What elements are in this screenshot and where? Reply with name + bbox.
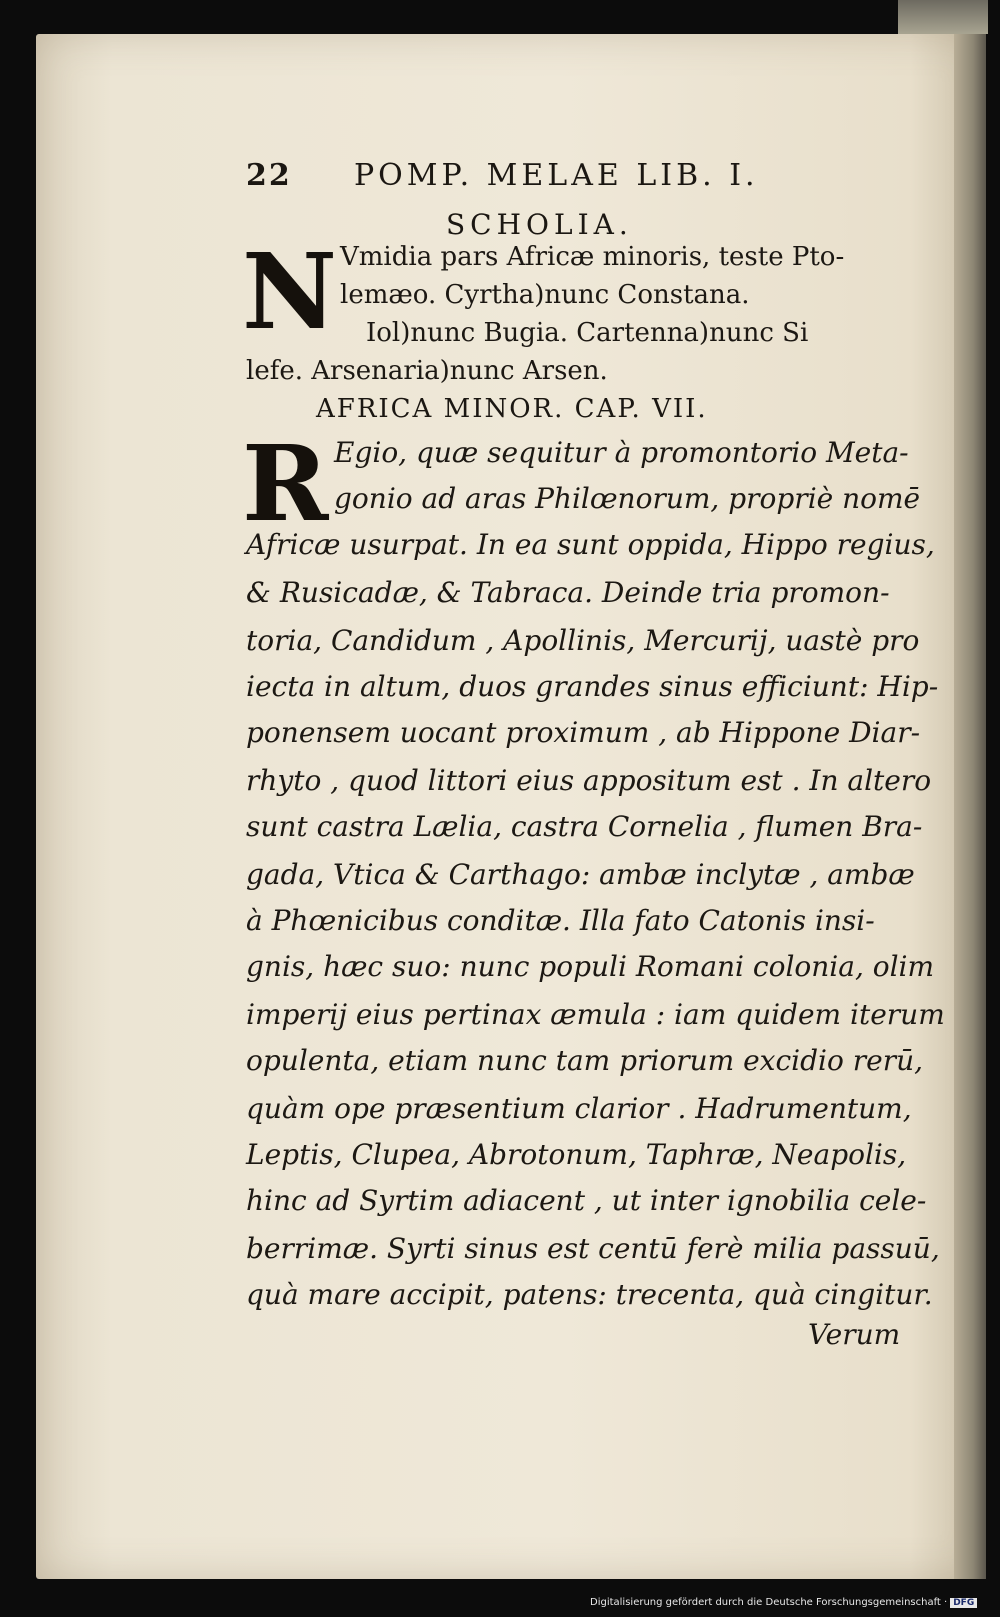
footer-text: Digitalisierung gefördert durch die Deutsche Forschungsgemeinschaft · bbox=[590, 1597, 948, 1608]
chapter-line: toria, Candidum , Apollinis, Mercurij, uastè pro bbox=[246, 624, 920, 657]
scholia-drop-cap: N bbox=[242, 230, 338, 353]
chapter-line: & Rusicadæ, & Tabraca. Deinde tria promon- bbox=[246, 576, 890, 609]
digitization-footer bbox=[590, 1597, 995, 1615]
catchword: Verum bbox=[808, 1318, 901, 1351]
chapter-line: gonio ad aras Philœnorum, propriè nomē bbox=[334, 482, 921, 515]
chapter-line: berrimæ. Syrti sinus est centū ferè milia passuū, bbox=[246, 1232, 940, 1265]
scholia-line: Iol)nunc Bugia. Cartenna)nunc Si bbox=[366, 318, 809, 348]
page-number: 22 bbox=[246, 158, 292, 193]
chapter-line: Egio, quæ sequitur à promontorio Meta- bbox=[334, 436, 909, 469]
chapter-line: hinc ad Syrtim adiacent , ut inter ignobilia cele- bbox=[246, 1184, 927, 1217]
dfg-logo-icon: DFG bbox=[950, 1598, 977, 1608]
chapter-line: iecta in altum, duos grandes sinus efficiunt: Hip- bbox=[246, 670, 939, 703]
chapter-line: gada, Vtica & Carthago: ambæ inclytæ , ambæ bbox=[246, 858, 915, 891]
chapter-line: ponensem uocant proximum , ab Hippone Diar- bbox=[246, 716, 921, 749]
chapter-line: gnis, hæc suo: nunc populi Romani colonia, olim bbox=[246, 950, 935, 983]
chapter-heading: AFRICA MINOR. CAP. VII. bbox=[316, 394, 708, 424]
chapter-line: imperij eius pertinax æmula : iam quidem iterum bbox=[246, 998, 945, 1031]
chapter-drop-cap: R bbox=[242, 422, 329, 545]
chapter-line: quàm ope præsentium clarior . Hadrumentum, bbox=[246, 1092, 912, 1125]
chapter-line: quà mare accipit, patens: trecenta, quà cingitur. bbox=[246, 1278, 933, 1311]
book-edge-tab bbox=[898, 0, 988, 34]
scholia-title: SCHOLIA. bbox=[446, 208, 633, 241]
chapter-line: Africæ usurpat. In ea sunt oppida, Hippo regius, bbox=[246, 528, 935, 561]
chapter-line: Leptis, Clupea, Abrotonum, Taphræ, Neapolis, bbox=[246, 1138, 907, 1171]
chapter-line: sunt castra Lælia, castra Cornelia , flumen Bra- bbox=[246, 810, 923, 843]
scholia-line: lemæo. Cyrtha)nunc Constana. bbox=[340, 280, 750, 310]
scholia-line: lefe. Arsenaria)nunc Arsen. bbox=[246, 356, 608, 386]
scholia-line: Vmidia pars Africæ minoris, teste Pto- bbox=[340, 242, 845, 272]
chapter-line: rhyto , quod littori eius appositum est . In altero bbox=[246, 764, 932, 797]
running-title: POMP. MELAE LIB. I. bbox=[354, 158, 759, 193]
page-edge bbox=[954, 34, 986, 1579]
chapter-line: opulenta, etiam nunc tam priorum excidio rerū, bbox=[246, 1044, 924, 1077]
chapter-line: à Phœnicibus conditæ. Illa fato Catonis insi- bbox=[246, 904, 875, 937]
